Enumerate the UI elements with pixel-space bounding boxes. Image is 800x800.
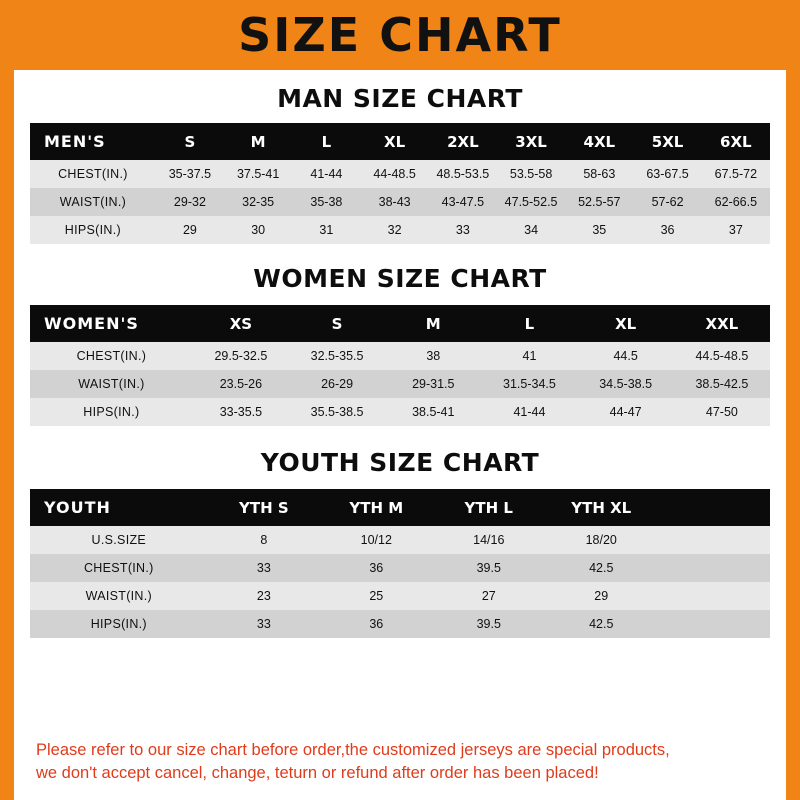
table-row [30, 216, 770, 244]
cell: 32-35 [224, 188, 292, 216]
cell: 37.5-41 [224, 160, 292, 188]
cell: 37 [702, 216, 770, 244]
cell: 33-35.5 [193, 398, 289, 426]
cell: 39.5 [433, 610, 545, 638]
row-label: HIPS(IN.) [30, 398, 193, 426]
youth-table-body [30, 526, 770, 638]
cell: 32 [361, 216, 429, 244]
table-row [30, 526, 770, 554]
cell: 35-37.5 [156, 160, 224, 188]
men-section-title: MAN SIZE CHART [277, 84, 523, 113]
men-header-cell: 2XL [429, 123, 497, 160]
cell: 41 [481, 342, 577, 370]
men-header-cell: L [292, 123, 360, 160]
cell: 35-38 [292, 188, 360, 216]
men-header-cell: S [156, 123, 224, 160]
table-row [30, 398, 770, 426]
cell: 18/20 [545, 526, 657, 554]
cell: 34 [497, 216, 565, 244]
footer-note-line-1: Please refer to our size chart before order,the customized jerseys are special products, [36, 741, 670, 760]
men-table-body [30, 160, 770, 244]
cell: 33 [208, 554, 320, 582]
youth-table-head [30, 489, 770, 526]
cell [657, 582, 770, 610]
table-row [30, 370, 770, 398]
cell: 43-47.5 [429, 188, 497, 216]
row-label: WAIST(IN.) [30, 370, 193, 398]
cell: 36 [320, 554, 432, 582]
cell: 57-62 [633, 188, 701, 216]
row-label: HIPS(IN.) [30, 216, 156, 244]
cell: 23.5-26 [193, 370, 289, 398]
cell: 38 [385, 342, 481, 370]
cell: 29-32 [156, 188, 224, 216]
header-banner [14, 0, 786, 70]
men-table-head [30, 123, 770, 160]
table-row [30, 342, 770, 370]
cell: 29 [545, 582, 657, 610]
cell: 34.5-38.5 [578, 370, 674, 398]
cell: 33 [208, 610, 320, 638]
women-header-cell: XS [193, 305, 289, 342]
men-header-cell: 4XL [565, 123, 633, 160]
youth-header-cell [657, 489, 770, 526]
cell: 36 [320, 610, 432, 638]
women-header-cell: M [385, 305, 481, 342]
youth-header-cell: YTH S [208, 489, 320, 526]
table-header-row [30, 489, 770, 526]
youth-section-title: YOUTH SIZE CHART [260, 448, 540, 477]
cell: 44.5 [578, 342, 674, 370]
cell [657, 610, 770, 638]
cell [657, 554, 770, 582]
table-row [30, 160, 770, 188]
row-label: WAIST(IN.) [30, 582, 208, 610]
cell: 39.5 [433, 554, 545, 582]
footer-note [30, 725, 770, 800]
row-label: CHEST(IN.) [30, 160, 156, 188]
cell: 29.5-32.5 [193, 342, 289, 370]
page-title: SIZE CHART [238, 8, 562, 62]
men-header-label: MEN'S [30, 123, 156, 160]
cell: 29 [156, 216, 224, 244]
cell: 47.5-52.5 [497, 188, 565, 216]
women-table-head [30, 305, 770, 342]
cell: 38.5-41 [385, 398, 481, 426]
table-row [30, 188, 770, 216]
cell: 62-66.5 [702, 188, 770, 216]
row-label: CHEST(IN.) [30, 342, 193, 370]
cell: 53.5-58 [497, 160, 565, 188]
row-label: CHEST(IN.) [30, 554, 208, 582]
cell: 42.5 [545, 610, 657, 638]
cell: 44-48.5 [361, 160, 429, 188]
cell: 35.5-38.5 [289, 398, 385, 426]
cell: 31.5-34.5 [481, 370, 577, 398]
cell [657, 526, 770, 554]
cell: 52.5-57 [565, 188, 633, 216]
men-header-cell: XL [361, 123, 429, 160]
women-header-cell: S [289, 305, 385, 342]
cell: 27 [433, 582, 545, 610]
cell: 14/16 [433, 526, 545, 554]
women-table-body [30, 342, 770, 426]
cell: 23 [208, 582, 320, 610]
cell: 38.5-42.5 [674, 370, 770, 398]
cell: 8 [208, 526, 320, 554]
row-label: HIPS(IN.) [30, 610, 208, 638]
men-size-table [30, 123, 770, 244]
youth-size-table [30, 489, 770, 638]
youth-header-label: YOUTH [30, 489, 208, 526]
table-row [30, 582, 770, 610]
youth-header-cell: YTH M [320, 489, 432, 526]
cell: 32.5-35.5 [289, 342, 385, 370]
cell: 67.5-72 [702, 160, 770, 188]
women-header-cell: XXL [674, 305, 770, 342]
cell: 44.5-48.5 [674, 342, 770, 370]
table-header-row [30, 123, 770, 160]
men-header-cell: 5XL [633, 123, 701, 160]
cell: 29-31.5 [385, 370, 481, 398]
footer-note-line-2: we don't accept cancel, change, teturn or refund after order has been placed! [36, 763, 599, 782]
cell: 44-47 [578, 398, 674, 426]
cell: 30 [224, 216, 292, 244]
cell: 58-63 [565, 160, 633, 188]
table-row [30, 610, 770, 638]
youth-header-cell: YTH L [433, 489, 545, 526]
table-row [30, 554, 770, 582]
women-header-label: WOMEN'S [30, 305, 193, 342]
youth-header-cell: YTH XL [545, 489, 657, 526]
men-header-cell: M [224, 123, 292, 160]
cell: 63-67.5 [633, 160, 701, 188]
cell: 41-44 [292, 160, 360, 188]
women-section-title: WOMEN SIZE CHART [253, 264, 547, 293]
chart-content [14, 70, 786, 800]
women-header-cell: L [481, 305, 577, 342]
cell: 25 [320, 582, 432, 610]
cell: 42.5 [545, 554, 657, 582]
cell: 41-44 [481, 398, 577, 426]
cell: 31 [292, 216, 360, 244]
cell: 35 [565, 216, 633, 244]
cell: 38-43 [361, 188, 429, 216]
table-header-row [30, 305, 770, 342]
row-label: U.S.SIZE [30, 526, 208, 554]
cell: 48.5-53.5 [429, 160, 497, 188]
cell: 26-29 [289, 370, 385, 398]
row-label: WAIST(IN.) [30, 188, 156, 216]
cell: 36 [633, 216, 701, 244]
cell: 33 [429, 216, 497, 244]
women-size-table [30, 305, 770, 426]
cell: 47-50 [674, 398, 770, 426]
men-header-cell: 6XL [702, 123, 770, 160]
women-header-cell: XL [578, 305, 674, 342]
cell: 10/12 [320, 526, 432, 554]
men-header-cell: 3XL [497, 123, 565, 160]
